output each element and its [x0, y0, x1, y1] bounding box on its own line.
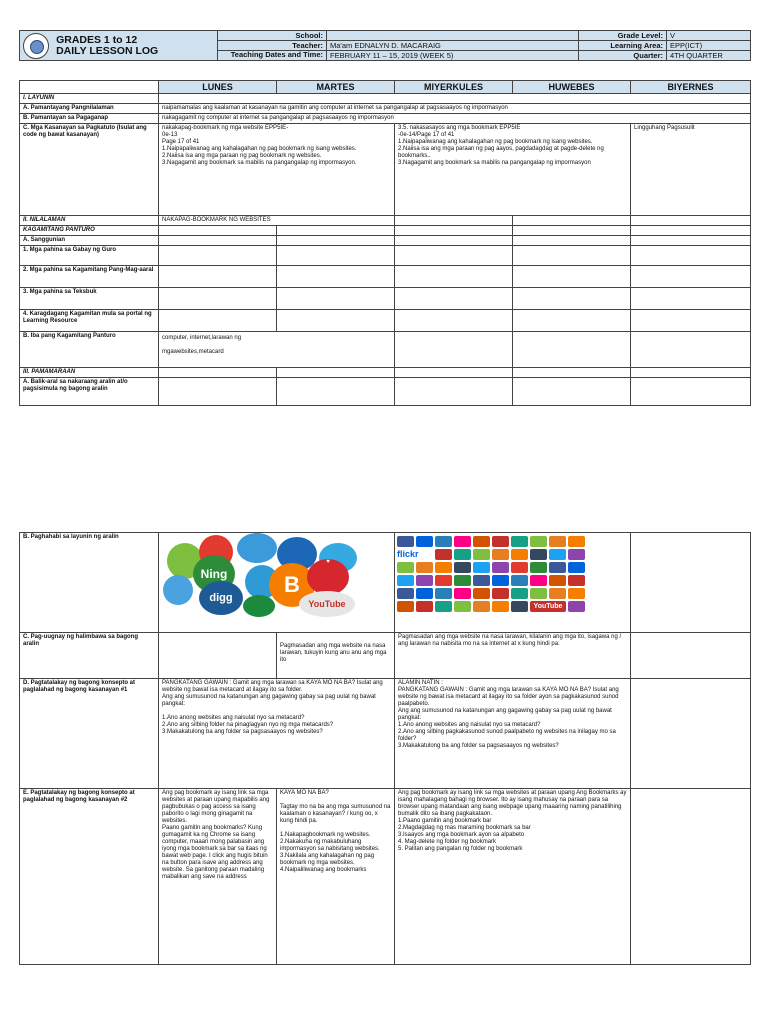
- quarter-value: 4TH QUARTER: [667, 51, 751, 61]
- area-label: Learning Area:: [579, 41, 667, 51]
- website-icon-tile: [397, 562, 414, 573]
- pamamaraan-heading: III. PAMAMARAAN: [20, 368, 159, 378]
- day-huwebes: HUWEBES: [513, 81, 631, 94]
- konsepto1-label: D. Pagtatalakay ng bagong konsepto at paglalahad ng bagong kasanayan #1: [20, 679, 159, 789]
- header-title-cell: [20, 31, 218, 61]
- website-icon-tile: [549, 536, 566, 547]
- website-icon-tile: [473, 536, 490, 547]
- grade-value: V: [667, 31, 751, 41]
- website-icons-grid: [395, 533, 630, 615]
- website-icon-tile: [454, 575, 471, 586]
- mag-aaral-label: 2. Mga pahina sa Kagamitang Pang-Mag-aaral: [20, 266, 159, 288]
- website-icon-tile: [492, 549, 509, 560]
- nilalaman-text: NAKAPAG-BOOKMARK NG WEBSITES: [159, 216, 395, 226]
- website-icon-tile: [492, 562, 509, 573]
- image-bubble: ♥: [307, 559, 349, 595]
- kagamitan-heading: KAGAMITANG PANTURO: [20, 226, 159, 236]
- pag-uugnay-lunes: Pagmasadan ang mga website na nasa larawan, tukuyin kung anu anu ang mga ito: [277, 633, 395, 679]
- kasanayan-lunes: nakakapag-bookmark ng mga website EPP5IE- 0e-13 Page 17 of 41 1.Naipapaliwanag ang kahalagahan ng pag bookmark ng isang websites. 2.Naiisa isa ang mga paraan ng pag bookmark ng websites. 3.Nagagamit ang bookmark sa mabilis na pangangalap ng impormasyon.: [159, 124, 395, 216]
- website-icons-image: [395, 533, 631, 633]
- corner-cell: [20, 81, 159, 94]
- website-icon-tile: flickr: [397, 549, 419, 559]
- website-icon-tile: [492, 536, 509, 547]
- website-icon-tile: [511, 601, 528, 612]
- website-icon-tile: [549, 549, 566, 560]
- image-bubble: [163, 575, 193, 605]
- school-value: [327, 31, 579, 41]
- iba-pang-label: B. Iba pang Kagamitang Panturo: [20, 332, 159, 368]
- website-icon-tile: [568, 536, 585, 547]
- day-martes: MARTES: [277, 81, 395, 94]
- pag-uugnay-label: C. Pag-uugnay ng halimbawa sa bagong aralin: [20, 633, 159, 679]
- konsepto2-miyerkules: Ang pag bookmark ay isang link sa mga websites at paraan upang Ang Bookmarks ay isang mahalagang bahagi ng browser. Ito ay isang mahusay na paraan para sa browser upang matandaan ang isang webpage upang maaaring naming panatilihing bumalik dito sa ibang pagkakataon. 1.Paano gamitin ang bookmark bar 2.Magdagdag ng mas maraming bookmark sa bar 3.Isaayos ang mga bookmark ayon sa alpabeto 4. Mag-delete ng folder ng bookmark 5. Palitan ang pangalan ng folder ng bookmark: [395, 789, 631, 965]
- paghahabi-label: B. Paghahabi sa layunin ng aralin: [20, 533, 159, 633]
- balik-aral-label: A. Balik-aral sa nakaraang aralin at/o pagsisimula ng bagong aralin: [20, 378, 159, 406]
- teacher-label: Teacher:: [218, 41, 327, 51]
- deped-seal-icon: [23, 33, 49, 59]
- ning-bubble: Ning: [193, 555, 235, 593]
- lesson-table-bottom: [19, 532, 751, 965]
- pag-uugnay-miyerkules: Pagmasadan ang mga website na nasa larawan, kilalanin ang mga ito, isagawa ng / ang larawan na nabisita mo na sa internet at x kung hindi pa.: [395, 633, 631, 679]
- website-icon-tile: [511, 588, 528, 599]
- website-icon-tile: [397, 601, 414, 612]
- nilalaman-label: II. NILALAMAN: [20, 216, 159, 226]
- image-bubble: [243, 595, 275, 617]
- website-icon-tile: [397, 536, 414, 547]
- website-icon-tile: [549, 562, 566, 573]
- day-miyerkules: MIYERKULES: [395, 81, 513, 94]
- paganap-label: B. Pamantayan sa Pagaganap: [20, 114, 159, 124]
- website-icon-tile: [511, 575, 528, 586]
- kasanayan-biyernes: Lingguhang Pagsusulit: [631, 124, 751, 216]
- paganap-text: nakagagamit ng computer at internet sa pangangalap at pagsasaayos ng impormasyon: [159, 114, 751, 124]
- website-icon-tile: [492, 575, 509, 586]
- website-icon-tile: [416, 562, 433, 573]
- sanggunian-label: A. Sanggunian: [20, 236, 159, 246]
- website-icon-tile: [435, 588, 452, 599]
- area-value: EPP(ICT): [667, 41, 751, 51]
- website-icon-tile: [416, 588, 433, 599]
- website-icon-tile: [473, 588, 490, 599]
- teksbuk-label: 3. Mga pahina sa Teksbuk: [20, 288, 159, 310]
- gabay-guro-label: 1. Mga pahina sa Gabay ng Guro: [20, 246, 159, 266]
- title-line2: DAILY LESSON LOG: [56, 44, 159, 57]
- website-icon-tile: [492, 601, 509, 612]
- kasanayan-miyerkules: 3.5. nakasasayos ang mga bookmark EPP5IE -0e-14/Page 17 of 41 1.Naipapaliwanag ang kahalagahan ng pag bookmark ng isang websites. 2.Naiisa isa ang mga paraan ng pag aayos, pagdadagdag at pagde-delete ng bookmarks.. 3.Nagagamit ang bookmark sa mabilis na pangangalap ng impormasyon: [395, 124, 631, 216]
- day-lunes: LUNES: [159, 81, 277, 94]
- header-table: [19, 30, 751, 61]
- website-icon-tile: [511, 549, 528, 560]
- website-icon-tile: [397, 588, 414, 599]
- website-icon-tile: [530, 549, 547, 560]
- website-icon-tile: [435, 562, 452, 573]
- pangnilalaman-label: A. Pamantayang Pangnilalaman: [20, 104, 159, 114]
- website-icon-tile: [473, 562, 490, 573]
- website-icon-tile: [435, 549, 452, 560]
- website-icon-tile: [511, 562, 528, 573]
- konsepto2-martes: KAYA MO NA BA? Tagtay mo na ba ang mga sumusunod na kaalaman o kasanayan? / kung oo, x kung hindi pa. 1.Nakapagbookmark ng websites. 2.Nakakuha ng makabuluhang impormasyon sa nabisitang websites. 3.Nakilala ang kahalagahan ng pag bookmark ng mga websites. 4.Naipaliliwanag ang bookmarks: [277, 789, 395, 965]
- website-icon-tile: [454, 588, 471, 599]
- website-icon-tile: [454, 601, 471, 612]
- website-icon-tile: [435, 601, 452, 612]
- quarter-label: Quarter:: [579, 51, 667, 61]
- social-media-image: [159, 533, 395, 633]
- website-icon-tile: [530, 575, 547, 586]
- digg-bubble: digg: [199, 581, 243, 615]
- blogger-bubble: B: [269, 563, 315, 607]
- website-icon-tile: [568, 549, 585, 560]
- kasanayan-label: C. Mga Kasanayan sa Pagkatuto (Isulat ang code ng bawat kasanayan): [20, 124, 159, 216]
- youtube-bubble: YouTube: [299, 591, 355, 617]
- website-icon-tile: [416, 601, 433, 612]
- website-icon-tile: [549, 575, 566, 586]
- website-icon-tile: [568, 601, 585, 612]
- teacher-value: Ma'am EDNALYN D. MACARAIG: [327, 41, 579, 51]
- website-icon-tile: [530, 562, 547, 573]
- website-icon-tile: [416, 575, 433, 586]
- website-icon-tile: [435, 536, 452, 547]
- website-icon-tile: [568, 588, 585, 599]
- dates-value: FEBRUARY 11 – 15, 2019 (WEEK 5): [327, 51, 579, 61]
- website-icon-tile: [435, 575, 452, 586]
- website-icon-tile: [549, 588, 566, 599]
- website-icon-tile: YouTube: [530, 601, 566, 612]
- konsepto1-lunes: PANGKATANG GAWAIN : Gamit ang mga larawan sa KAYA MO NA BA? Isulat ang website ng bawat isa metacard at ilagay ito sa folder. Ang ang sumusunod na katanungan ang gagawing gabay sa pag uulat ng bawat pangkat: 1.Ano anong websites ang naisulat nyo sa metacard? 2.Ano ang silbing folder na pinaglagyan nyo ng mga metacards? 3.Makakatulong ba ang folder sa pagsasaayos ng websites?: [159, 679, 395, 789]
- website-icon-tile: [397, 575, 414, 586]
- dates-label: Teaching Dates and Time:: [218, 51, 327, 61]
- title-line1: GRADES 1 to 12: [56, 33, 138, 46]
- website-icon-tile: [473, 549, 490, 560]
- lesson-table-top: [19, 80, 751, 406]
- website-icon-tile: [530, 536, 547, 547]
- image-bubble: [237, 533, 277, 563]
- konsepto2-lunes: Ang pag bookmark ay isang link sa mga websites at paraan upang mapabilis ang pagbubukas o pag access sa isang paborito o lagi mong ginagamit na websites. Paano gamitin ang bookmarks? Kung gumagamit ka ng Chrome sa isang computer, maaari mong palabasin ang iyong mga bookmark sa bar sa itaas ng bawat web page. I click ang hugis bituin na button para isave ang address ang website. Sa ganitong paraan madaling mabalikan ang save na address: [159, 789, 277, 965]
- website-icon-tile: [568, 562, 585, 573]
- website-icon-tile: [473, 575, 490, 586]
- school-label: School:: [218, 31, 327, 41]
- website-icon-tile: [454, 536, 471, 547]
- layunin-heading: I. LAYUNIN: [20, 94, 159, 104]
- website-icon-tile: [416, 536, 433, 547]
- konsepto2-label: E. Pagtatalakay ng bagong konsepto at paglalahad ng bagong kasanayan #2: [20, 789, 159, 965]
- website-icon-tile: [511, 536, 528, 547]
- pangnilalaman-text: naipamamalas ang kaalaman at kasanayan na gamitin ang computer at internet sa pangangalap at pagsasaayos ng impormasyon: [159, 104, 751, 114]
- website-icon-tile: [454, 562, 471, 573]
- website-icon-tile: [473, 601, 490, 612]
- website-icon-tile: [530, 588, 547, 599]
- website-icon-tile: [568, 575, 585, 586]
- day-biyernes: BIYERNES: [631, 81, 751, 94]
- grade-label: Grade Level:: [579, 31, 667, 41]
- karagdagang-label: 4. Karagdagang Kagamitan mula sa portal ng Learning Resource: [20, 310, 159, 332]
- website-icon-tile: [492, 588, 509, 599]
- konsepto1-miyerkules: ALAMIN NATIN : PANGKATANG GAWAIN : Gamit ang mga larawan sa KAYA MO NA BA? Isulat ang website ng bawat isa metacard at ilagay ito sa folder ayon sa pagkakasunod sunod paalpabeto. Ang ang sumusunod na katanungan ang gagawing gabay sa pag uulat ng bawat pangkat: 1.Ano anong websites ang naisulat nyo sa metacard? 2.Ano ang silbing pagkakasunod sunod paalpabeto ng websites na inilagay mo sa folder? 3.Makakatulong ba ang folder sa pagsasaayos ng websites?: [395, 679, 631, 789]
- website-icon-tile: [454, 549, 471, 560]
- iba-pang-text: computer, internet,larawan ng mgawebsites,metacard: [159, 332, 395, 368]
